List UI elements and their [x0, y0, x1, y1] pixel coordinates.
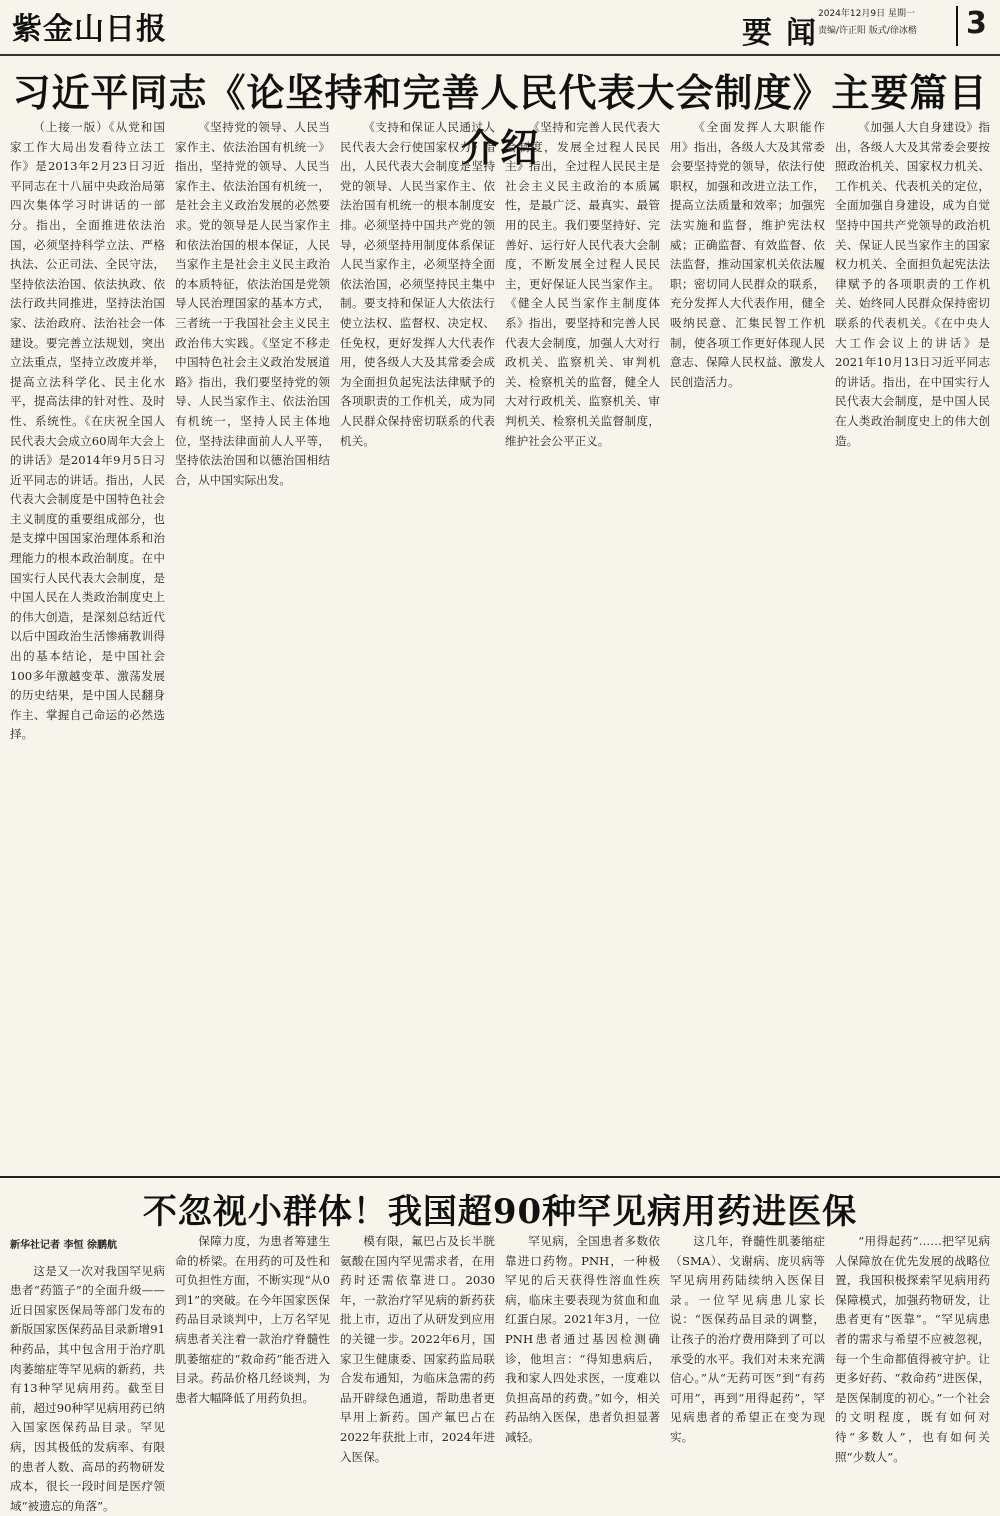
article-column: [505, 118, 660, 1168]
article-column: [10, 118, 165, 1168]
article-column: [505, 1232, 660, 1444]
article-column: [175, 1232, 330, 1428]
main-headline: 习近平同志《论坚持和完善人民代表大会制度》主要篇目介绍: [12, 70, 988, 170]
paragraph: 《坚持党的领导、人民当家作主、依法治国有机统一》指出，坚持党的领导、人民当家作主、依法治国有机统一，是社会主义政治发展的必然要求。党的领导是人民当家作主和依法治国的根本保证，人民当家作主是社会主义民主政治的本质特征，依法治国是党领导人民治理国家的基本方式，三者统一于我国社会主义民主政治伟大实践。《坚定不移走中国特色社会主义政治发展道路》指出，我们要坚持党的领导、人民当家作主、依法治国有机统一，坚持人民主体地位，坚持法律面前人人平等，坚持依法治国和以德治国相结合，从中国实际出发。: [175, 120, 330, 487]
paragraph: 《加强人大自身建设》指出，各级人大及其常委会要按照政治机关、国家权力机关、工作机关、代表机关的定位，全面加强自身建设，成为自觉坚持中国共产党领导的政治机关、保证人民当家作主的国家权力机关、全面担负起宪法法律赋予的各项职责的工作机关、始终同人民群众保持密切联系的代表机关。《在中央人大工作会议上的讲话》是2021年10月13日习近平同志的讲话。指出，在中国实行人民代表大会制度，是中国人民在人类政治制度史上的伟大创造。: [835, 120, 990, 448]
paragraph: 《支持和保证人民通过人民代表大会行使国家权力》指出，人民代表大会制度是坚持党的领导、人民当家作主、依法治国有机统一的根本制度安排。必须坚持中国共产党的领导，必须坚持用制度体系保证人民当家作主，必须坚持全面依法治国，必须坚持民主集中制。要支持和保证人大依法行使立法权、监督权、决定权、任免权，更好发挥人大代表作用，使各级人大及其常委会成为全面担负起宪法法律赋予的各项职责的工作机关，成为同人民群众保持密切联系的代表机关。: [340, 120, 495, 448]
masthead: [0, 0, 1000, 56]
paragraph: 这是又一次对我国罕见病患者“药篮子”的全面升级——近日国家医保局等部门发布的新版国家医保药品目录新增91种药品，其中包含用于治疗肌肉萎缩症等罕见病的新药，共有13种罕见病用药。截至目前，超过90种罕见病用药已纳入国家医保药品目录。罕见病，因其极低的发病率、有限的患者人数、高昂的药物研发成本，很长一段时间是医疗领域“被遗忘的角落”。: [10, 1263, 165, 1513]
section-divider: [0, 1176, 1000, 1178]
article-column: [835, 118, 990, 1168]
article-column: [670, 1232, 825, 1444]
paragraph: “用得起药”……把罕见病人保障放在优先发展的战略位置，我国积极探索罕见病用药保障模式，加强药物研发，让患者更有“医靠”。“罕见病患者的需求与希望不应被忽视，每一个生命都值得被守护。让更多好药、“救命药”进医保，是医保制度的初心。”一个社会的文明程度，既有如何对待“多数人”，也有如何关照“少数人”。: [835, 1234, 990, 1464]
article-column: [670, 118, 825, 1168]
article-column: [340, 118, 495, 1168]
paragraph: （上接一版）《从党和国家工作大局出发看待立法工作》是2013年2月23日习近平同志在十八届中央政治局第四次集体学习时讲话的一部分。指出，全面推进依法治国，必须坚持科学立法、严格执法、公正司法、全民守法，坚持依法治国、依法执政、依法行政共同推进，坚持法治国家、法治政府、法治社会一体建设。要完善立法规划，突出立法重点，坚持立改废并举，提高立法科学化、民主化水平，提高法律的针对性、及时性、系统性。《在庆祝全国人民代表大会成立60周年大会上的讲话》是2014年9月5日习近平同志的讲话。指出，人民代表大会制度是中国特色社会主义制度的重要组成部分，也是支撑中国国家治理体系和治理能力的根本政治制度。在中国实行人民代表大会制度，是中国人民在人类政治制度史上的伟大创造，是深刻总结近代以后中国政治生活惨痛教训得出的基本结论，是中国社会100多年激越变革、激荡发展的历史结果，是中国人民翻身作主、掌握自己命运的必然选择。: [10, 120, 165, 742]
article-column: [340, 1232, 495, 1464]
page-number: 3: [966, 6, 987, 41]
paragraph: 《坚持和完善人民代表大会制度，发展全过程人民民主》指出，全过程人民民主是社会主义民主政治的本质属性，是最广泛、最真实、最管用的民主。我们要坚持好、完善好、运行好人民代表大会制度，不断发展全过程人民民主，更好保证人民当家作主。《健全人民当家作主制度体系》指出，要坚持和完善人民代表大会制度，加强人大对行政机关、监察机关、审判机关、检察机关的监督，健全人大对行政机关、监察机关、审判机关、检察机关监督制度，维护社会公平正义。: [505, 120, 660, 448]
paragraph: 模有限，氟巴占及长半胱氨酸在国内罕见需求者，在用药时还需依靠进口。2030年，一款治疗罕见病的新药获批上市，迈出了从研发到应用的关键一步。2022年6月，国家卫生健康委、国家药监局联合发布通知，为临床急需的药品开辟绿色通道，帮助患者更早用上新药。国产氟巴占在2022年获批上市，2024年进入医保。: [340, 1234, 495, 1464]
paragraph: 罕见病，全国患者多数依靠进口药物。PNH，一种极罕见的后天获得性溶血性疾病，临床主要表现为贫血和血红蛋白尿。2021年3月，一位PNH患者通过基因检测确诊，他坦言：“得知患病后，我和家人四处求医，一度难以负担高昂的药费。”如今，相关药品纳入医保，患者负担显著减轻。: [505, 1234, 660, 1444]
article-column: [10, 1232, 165, 1513]
article-column: [175, 118, 330, 1168]
main-article-body: [10, 118, 990, 1168]
paragraph: 保障力度，为患者筹建生命的桥梁。在用药的可及性和可负担性方面，不断实现“从0到1”的突破。在今年国家医保药品目录谈判中，上万名罕见病患者关注着一款治疗脊髓性肌萎缩症的“救命药”能否进入目录。药品价格几经谈判，为患者大幅降低了用药负担。: [175, 1234, 330, 1405]
newspaper-logo: 紫金山日报: [12, 12, 167, 47]
second-headline: 不忽视小群体！我国超90种罕见病用药进医保: [142, 1192, 858, 1232]
paragraph: 这几年，脊髓性肌萎缩症（SMA）、戈谢病、庞贝病等罕见病用药陆续纳入医保目录。一位罕见病患儿家长说：“医保药品目录的调整，让孩子的治疗费用降到了可以承受的水平。我们对未来充满信心。”从“无药可医”到“有药可用”，再到“用得起药”，罕见病患者的希望正在变为现实。: [670, 1234, 825, 1444]
masthead-meta: [818, 6, 958, 40]
page-number-divider: [956, 6, 958, 46]
second-article-body: [10, 1232, 990, 1513]
issue-date: 2024年12月9日 星期一: [818, 9, 915, 19]
article-column: [835, 1232, 990, 1464]
section-title: 要闻: [742, 16, 830, 51]
editor-credits: 责编/许正阳 版式/徐冰楷: [818, 26, 917, 36]
paragraph: 《全面发挥人大职能作用》指出，各级人大及其常委会要坚持党的领导，依法行使职权，加强和改进立法工作，提高立法质量和效率；加强宪法实施和监督，维护宪法权威；正确监督、有效监督、依法监督，推动国家机关依法履职；密切同人民群众的联系，充分发挥人大代表作用，健全吸纳民意、汇集民智工作机制，使各项工作更好体现人民意志、保障人民权益、激发人民创造活力。: [670, 120, 825, 389]
byline: 新华社记者 李恒 徐鹏航: [10, 1240, 117, 1251]
